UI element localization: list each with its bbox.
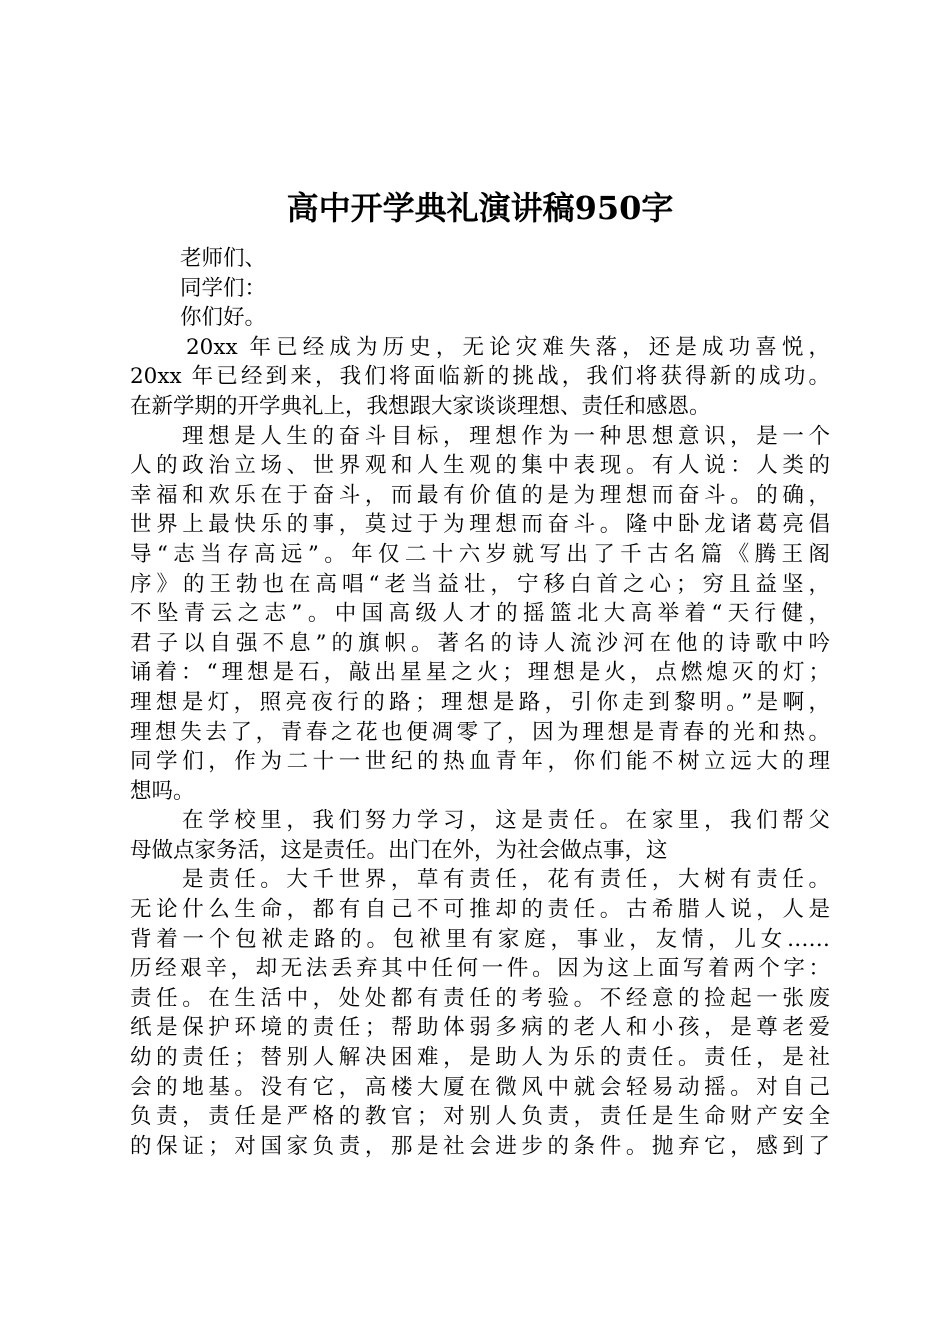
- body-line: 无论什么生命，都有自己不可推却的责任。古希腊人说，人是: [130, 897, 830, 923]
- body-line: 母做点家务活，这是责任。出门在外，为社会做点事，这: [130, 837, 668, 863]
- body-line: 责任。在生活中，处处都有责任的考验。不经意的捡起一张废: [130, 985, 830, 1011]
- body-line: 是责任。大千世界，草有责任，花有责任，大树有责任。: [182, 867, 830, 893]
- body-line: 幼的责任；替别人解决困难，是助人为乐的责任。责任，是社: [130, 1045, 830, 1071]
- body-line: 想吗。: [130, 778, 195, 804]
- body-line: 在学校里，我们努力学习，这是责任。在家里，我们帮父: [182, 808, 830, 834]
- document-body: [130, 244, 830, 1161]
- body-line: 幸福和欢乐在于奋斗，而最有价值的是为理想而奋斗。的确，: [130, 482, 830, 508]
- body-line: 诵着：“理想是石，敲出星星之火；理想是火，点燃熄灭的灯；: [130, 660, 830, 686]
- body-line: 理想失去了，青春之花也便凋零了，因为理想是青春的光和热。: [130, 719, 830, 745]
- body-line: 在新学期的开学典礼上，我想跟大家谈谈理想、责任和感恩。: [130, 393, 711, 419]
- document-title: 高中开学典礼演讲稿950字: [286, 189, 674, 227]
- body-line: 纸是保护环境的责任；帮助体弱多病的老人和小孩，是尊老爱: [130, 1015, 830, 1041]
- body-line: 同学们：: [180, 275, 267, 301]
- body-line: 理想是人生的奋斗目标，理想作为一种思想意识，是一个: [182, 423, 830, 449]
- body-line: 导“志当存高远”。年仅二十六岁就写出了千古名篇《腾王阁: [130, 541, 830, 567]
- body-line: 理想是灯，照亮夜行的路；理想是路，引你走到黎明。”是啊，: [130, 689, 830, 715]
- body-line: 君子以自强不息”的旗帜。著名的诗人流沙河在他的诗歌中吟: [130, 630, 830, 656]
- body-line: 同学们，作为二十一世纪的热血青年，你们能不树立远大的理: [130, 749, 830, 775]
- body-line: 世界上最快乐的事，莫过于为理想而奋斗。隆中卧龙诸葛亮倡: [130, 512, 830, 538]
- body-line: 负责，责任是严格的教官；对别人负责，责任是生命财产安全: [130, 1104, 830, 1130]
- body-line: 20xx 年已经到来，我们将面临新的挑战，我们将获得新的成功。: [130, 364, 830, 390]
- body-line: 历经艰辛，却无法丢弃其中任何一件。因为这上面写着两个字：: [130, 956, 830, 982]
- body-line: 会的地基。没有它，高楼大厦在微风中就会轻易动摇。对自己: [130, 1074, 830, 1100]
- body-line: 老师们、: [180, 246, 267, 271]
- body-line: 序》的王勃也在高唱“老当益壮，宁移白首之心；穷且益坚，: [130, 571, 830, 597]
- body-line: 人的政治立场、世界观和人生观的集中表现。有人说：人类的: [130, 453, 830, 479]
- body-line: 你们好。: [180, 305, 267, 331]
- body-line: 不坠青云之志”。中国高级人才的摇篮北大高举着“天行健，: [130, 601, 830, 627]
- body-line: 背着一个包袱走路的。包袱里有家庭，事业，友情，儿女……: [130, 926, 830, 952]
- body-line: 20xx 年已经成为历史，无论灾难失落，还是成功喜悦，: [186, 334, 830, 360]
- body-line: 的保证；对国家负责，那是社会进步的条件。抛弃它，感到了: [130, 1133, 830, 1159]
